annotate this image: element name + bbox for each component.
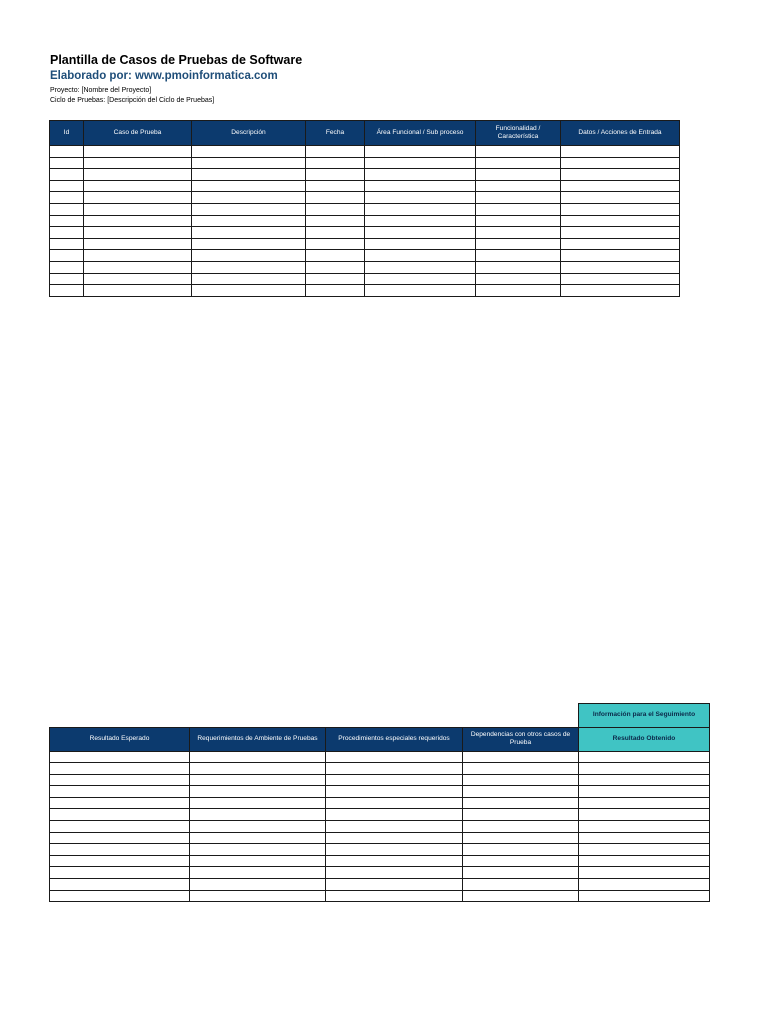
table-cell[interactable] [463, 774, 579, 786]
table-cell[interactable] [306, 250, 365, 262]
table-cell[interactable] [50, 203, 84, 215]
table-cell[interactable] [463, 879, 579, 891]
table-cell[interactable] [192, 192, 306, 204]
document-subtitle: Elaborado por: www.pmoinformatica.com [50, 70, 278, 82]
table-cell[interactable] [326, 763, 463, 775]
table-cell[interactable] [192, 250, 306, 262]
table-cell[interactable] [306, 285, 365, 297]
column-header-caso-de-prueba: Caso de Prueba [84, 121, 192, 146]
tracking-row [50, 821, 710, 833]
table-cell[interactable] [326, 809, 463, 821]
table-cell[interactable] [306, 180, 365, 192]
document-header [50, 52, 302, 106]
column-header-resultado-obtenido: Resultado Obtenido [579, 727, 710, 751]
table-cell[interactable] [476, 203, 561, 215]
table-cell[interactable] [50, 238, 84, 250]
table-cell[interactable] [50, 169, 84, 181]
table-cell[interactable] [190, 844, 326, 856]
table-cell[interactable] [579, 763, 710, 775]
table-cell[interactable] [50, 890, 190, 902]
table-cell[interactable] [326, 890, 463, 902]
table-cell[interactable] [476, 238, 561, 250]
table-cell[interactable] [50, 180, 84, 192]
table-cell[interactable] [326, 844, 463, 856]
column-header-resultado-esperado: Resultado Esperado [50, 727, 190, 751]
table-cell[interactable] [561, 285, 680, 297]
table-cell[interactable] [365, 215, 476, 227]
test-case-row [50, 285, 680, 297]
test-case-row [50, 180, 680, 192]
document-title: Plantilla de Casos de Pruebas de Software [50, 53, 303, 67]
tracking-row [50, 855, 710, 867]
table-cell[interactable] [463, 867, 579, 879]
table-cell[interactable] [326, 855, 463, 867]
column-header-funcionalidad: Funcionalidad / Característica [476, 121, 561, 146]
table-cell[interactable] [190, 879, 326, 891]
table-cell[interactable] [50, 821, 190, 833]
table-cell[interactable] [84, 250, 192, 262]
column-header-id: Id [50, 121, 84, 146]
test-case-row [50, 203, 680, 215]
table-cell[interactable] [306, 273, 365, 285]
table-cell[interactable] [50, 867, 190, 879]
table-cell[interactable] [50, 855, 190, 867]
table-cell[interactable] [579, 809, 710, 821]
table-cell[interactable] [463, 844, 579, 856]
table-cell[interactable] [50, 146, 84, 158]
table-cell[interactable] [306, 227, 365, 239]
table-cell[interactable] [192, 157, 306, 169]
table-cell[interactable] [50, 157, 84, 169]
table-cell[interactable] [190, 763, 326, 775]
table-cell[interactable] [579, 751, 710, 763]
test-case-row [50, 157, 680, 169]
tracking-table [49, 703, 710, 902]
table-cell[interactable] [476, 273, 561, 285]
table-cell[interactable] [365, 203, 476, 215]
table-cell[interactable] [50, 797, 190, 809]
table-cell[interactable] [561, 238, 680, 250]
table-cell[interactable] [561, 203, 680, 215]
column-header-area-funcional: Área Funcional / Sub proceso [365, 121, 476, 146]
table-cell[interactable] [561, 146, 680, 158]
table-cell[interactable] [579, 832, 710, 844]
column-header-fecha: Fecha [306, 121, 365, 146]
table-cell[interactable] [476, 169, 561, 181]
table-cell[interactable] [190, 809, 326, 821]
table-cell[interactable] [306, 215, 365, 227]
table-cell[interactable] [50, 273, 84, 285]
table-cell[interactable] [476, 192, 561, 204]
table-cell[interactable] [192, 273, 306, 285]
table-cell[interactable] [306, 238, 365, 250]
table-cell[interactable] [579, 890, 710, 902]
test-case-row [50, 192, 680, 204]
table-cell[interactable] [579, 879, 710, 891]
column-header-procedimientos-especiales: Procedimientos especiales requeridos [326, 727, 463, 751]
table-cell[interactable] [192, 215, 306, 227]
table-cell[interactable] [306, 169, 365, 181]
table-cell[interactable] [579, 786, 710, 798]
table-cell[interactable] [192, 203, 306, 215]
table-cell[interactable] [326, 751, 463, 763]
tracking-row [50, 879, 710, 891]
table-cell[interactable] [306, 261, 365, 273]
table-cell[interactable] [306, 157, 365, 169]
tracking-row [50, 763, 710, 775]
test-case-row [50, 238, 680, 250]
table-cell[interactable] [561, 227, 680, 239]
table-cell[interactable] [365, 227, 476, 239]
tracking-row [50, 786, 710, 798]
table-cell[interactable] [463, 890, 579, 902]
table-cell[interactable] [192, 227, 306, 239]
table-cell[interactable] [463, 786, 579, 798]
tracking-row [50, 809, 710, 821]
table-cell[interactable] [326, 832, 463, 844]
table-cell[interactable] [50, 751, 190, 763]
table-cell[interactable] [561, 250, 680, 262]
table-cell[interactable] [84, 215, 192, 227]
test-case-row [50, 146, 680, 158]
table-cell[interactable] [192, 285, 306, 297]
table-cell[interactable] [84, 238, 192, 250]
table-cell[interactable] [306, 192, 365, 204]
table-cell[interactable] [84, 192, 192, 204]
table-cell[interactable] [190, 832, 326, 844]
tracking-row [50, 844, 710, 856]
table-cell[interactable] [50, 227, 84, 239]
table-cell[interactable] [561, 215, 680, 227]
table-cell[interactable] [50, 809, 190, 821]
project-line: Proyecto: [Nombre del Proyecto] [50, 87, 152, 94]
table-cell[interactable] [561, 192, 680, 204]
table-cell[interactable] [190, 797, 326, 809]
table-cell[interactable] [579, 855, 710, 867]
table-cell[interactable] [561, 169, 680, 181]
table-cell[interactable] [326, 867, 463, 879]
table-cell[interactable] [190, 774, 326, 786]
group-header-spacer [50, 704, 579, 728]
table-cell[interactable] [84, 285, 192, 297]
table-cell[interactable] [365, 261, 476, 273]
table-cell[interactable] [306, 146, 365, 158]
table-cell[interactable] [190, 751, 326, 763]
tracking-row [50, 751, 710, 763]
table-cell[interactable] [463, 797, 579, 809]
table-cell[interactable] [190, 855, 326, 867]
table-cell[interactable] [476, 180, 561, 192]
table-cell[interactable] [579, 821, 710, 833]
column-header-descripcion: Descripción [192, 121, 306, 146]
test-cases-header-row [50, 121, 680, 146]
test-case-row [50, 215, 680, 227]
table-cell[interactable] [365, 146, 476, 158]
tracking-row [50, 774, 710, 786]
table-cell[interactable] [365, 285, 476, 297]
tracking-row [50, 867, 710, 879]
table-cell[interactable] [50, 763, 190, 775]
test-case-row [50, 273, 680, 285]
table-cell[interactable] [192, 238, 306, 250]
table-cell[interactable] [84, 180, 192, 192]
table-cell[interactable] [561, 273, 680, 285]
table-cell[interactable] [192, 180, 306, 192]
table-cell[interactable] [476, 227, 561, 239]
table-cell[interactable] [50, 786, 190, 798]
table-cell[interactable] [326, 786, 463, 798]
table-cell[interactable] [463, 821, 579, 833]
table-cell[interactable] [463, 832, 579, 844]
table-cell[interactable] [476, 146, 561, 158]
test-case-row [50, 250, 680, 262]
table-cell[interactable] [561, 180, 680, 192]
tracking-row [50, 890, 710, 902]
table-cell[interactable] [365, 180, 476, 192]
table-cell[interactable] [190, 867, 326, 879]
test-cycle-line: Ciclo de Pruebas: [Descripción del Ciclo de Pruebas] [50, 97, 215, 104]
table-cell[interactable] [579, 774, 710, 786]
test-cases-table [49, 120, 680, 297]
table-cell[interactable] [84, 227, 192, 239]
table-cell[interactable] [326, 774, 463, 786]
table-cell[interactable] [326, 879, 463, 891]
column-header-requerimientos-ambiente: Requerimientos de Ambiente de Pruebas [190, 727, 326, 751]
table-cell[interactable] [365, 157, 476, 169]
test-case-row [50, 227, 680, 239]
table-cell[interactable] [84, 146, 192, 158]
table-cell[interactable] [192, 169, 306, 181]
table-cell[interactable] [326, 821, 463, 833]
table-cell[interactable] [365, 169, 476, 181]
table-cell[interactable] [476, 250, 561, 262]
table-cell[interactable] [306, 203, 365, 215]
table-cell[interactable] [50, 879, 190, 891]
table-cell[interactable] [50, 844, 190, 856]
table-cell[interactable] [192, 146, 306, 158]
table-cell[interactable] [463, 855, 579, 867]
table-cell[interactable] [50, 250, 84, 262]
tracking-group-row [50, 704, 710, 728]
table-cell[interactable] [463, 763, 579, 775]
table-cell[interactable] [476, 261, 561, 273]
table-cell[interactable] [50, 192, 84, 204]
table-cell[interactable] [190, 821, 326, 833]
table-cell[interactable] [50, 285, 84, 297]
table-cell[interactable] [192, 261, 306, 273]
table-cell[interactable] [50, 774, 190, 786]
table-cell[interactable] [365, 238, 476, 250]
table-cell[interactable] [326, 797, 463, 809]
tracking-row [50, 832, 710, 844]
table-cell[interactable] [190, 786, 326, 798]
table-cell[interactable] [84, 157, 192, 169]
table-cell[interactable] [463, 751, 579, 763]
table-cell[interactable] [365, 250, 476, 262]
table-cell[interactable] [84, 273, 192, 285]
tracking-row [50, 797, 710, 809]
table-cell[interactable] [84, 261, 192, 273]
table-cell[interactable] [476, 285, 561, 297]
table-cell[interactable] [190, 890, 326, 902]
table-cell[interactable] [463, 809, 579, 821]
table-cell[interactable] [579, 797, 710, 809]
group-header-seguimiento: Información para el Seguimiento [579, 704, 710, 728]
column-header-datos-acciones: Datos / Acciones de Entrada [561, 121, 680, 146]
table-cell[interactable] [365, 192, 476, 204]
table-cell[interactable] [579, 844, 710, 856]
table-cell[interactable] [476, 157, 561, 169]
table-cell[interactable] [50, 261, 84, 273]
table-cell[interactable] [84, 203, 192, 215]
table-cell[interactable] [50, 832, 190, 844]
test-case-row [50, 261, 680, 273]
table-cell[interactable] [50, 215, 84, 227]
table-cell[interactable] [561, 261, 680, 273]
tracking-body [50, 751, 710, 902]
test-cases-body [50, 146, 680, 297]
table-cell[interactable] [561, 157, 680, 169]
test-case-row [50, 169, 680, 181]
table-cell[interactable] [476, 215, 561, 227]
table-cell[interactable] [579, 867, 710, 879]
table-cell[interactable] [84, 169, 192, 181]
column-header-dependencias: Dependencias con otros casos de Prueba [463, 727, 579, 751]
tracking-header-row [50, 727, 710, 751]
table-cell[interactable] [365, 273, 476, 285]
